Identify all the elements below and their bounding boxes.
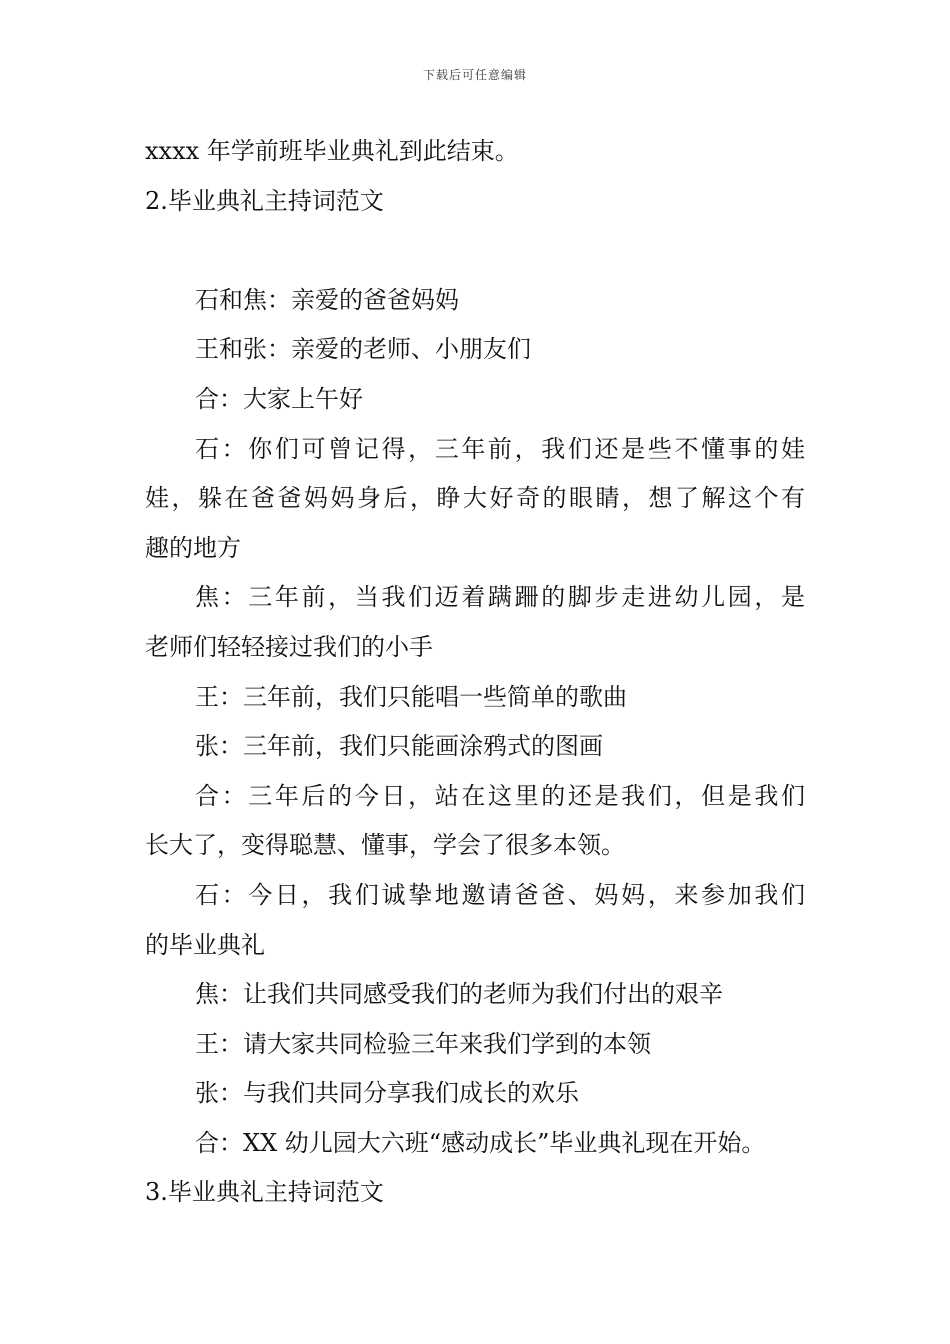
script-line-continued: 老师们轻轻接过我们的小手 [145,632,433,661]
script-line: 石：今日，我们诚挚地邀请爸爸、妈妈，来参加我们 [195,880,805,909]
script-line: 合：大家上午好 [195,384,363,413]
script-line-continued: 趣的地方 [145,533,241,562]
document-body [145,127,805,1218]
script-line: 合：三年后的今日，站在这里的还是我们，但是我们 [195,781,805,810]
section-heading-2: 2.毕业典礼主持词范文 [145,186,384,215]
blank-line [145,226,805,276]
script-line-continued: 的毕业典礼 [145,930,265,959]
script-line: 王：三年前，我们只能唱一些简单的歌曲 [195,682,627,711]
script-line-continued: 娃，躲在爸爸妈妈身后，睁大好奇的眼睛，想了解这个有 [145,484,805,513]
script-line: 焦：让我们共同感受我们的老师为我们付出的艰辛 [195,980,723,1009]
script-line-continued: 长大了，变得聪慧、懂事，学会了很多本领。 [145,831,625,860]
page-header-note: 下载后可任意编辑 [422,68,527,82]
script-line: 王：请大家共同检验三年来我们学到的本领 [195,1029,651,1058]
section-heading-3: 3.毕业典礼主持词范文 [145,1178,384,1207]
script-line: 焦：三年前，当我们迈着蹒跚的脚步走进幼儿园，是 [195,583,805,612]
script-line: 张：与我们共同分享我们成长的欢乐 [195,1079,579,1108]
script-line: 王和张：亲爱的老师、小朋友们 [195,335,531,364]
script-line: 张：三年前，我们只能画涂鸦式的图画 [195,732,603,761]
closing-line: xxxx 年学前班毕业典礼到此结束。 [145,137,519,165]
script-line: 石：你们可曾记得，三年前，我们还是些不懂事的娃 [195,434,805,463]
script-line: 合：XX 幼儿园大六班“感动成长”毕业典礼现在开始。 [195,1128,766,1157]
script-line: 石和焦：亲爱的爸爸妈妈 [195,285,459,314]
